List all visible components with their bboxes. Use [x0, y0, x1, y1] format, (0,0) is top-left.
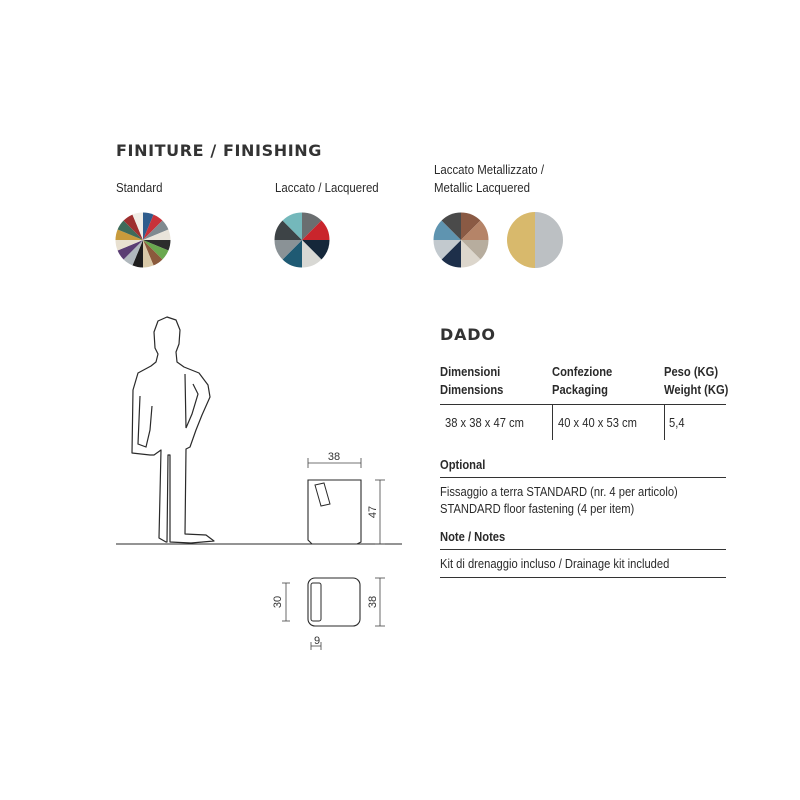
dim-label-depth: 38: [367, 595, 379, 609]
value-packaging: 40 x 40 x 53 cm: [558, 415, 637, 430]
notes-rule: [440, 549, 726, 550]
gold-silver-swatch[interactable]: [507, 212, 563, 268]
table-column-divider: [664, 404, 665, 440]
header-dimensions: [440, 363, 503, 399]
table-rule: [440, 404, 726, 405]
product-title: DADO: [440, 325, 496, 344]
value-weight: 5,4: [669, 415, 685, 430]
table-column-divider: [552, 404, 553, 440]
silver-half: [535, 212, 563, 268]
metallic-color-swatch[interactable]: [433, 212, 489, 268]
value-dimensions: 38 x 38 x 47 cm: [445, 415, 524, 430]
header-weight: [664, 363, 728, 399]
label-line: Laccato / Lacquered: [275, 180, 379, 195]
optional-title: Optional: [440, 457, 486, 472]
header-line: Packaging: [552, 382, 608, 397]
optional-rule: [440, 477, 726, 478]
arm-left-detail: [138, 396, 152, 447]
label-line: Standard: [116, 180, 163, 195]
notes-title: Note / Notes: [440, 529, 506, 544]
swatch-group-label-standard: [116, 179, 162, 197]
lacquered-color-swatch[interactable]: [274, 212, 330, 268]
swatch-group-label-metallic: [434, 161, 544, 197]
optional-line-it: Fissaggio a terra STANDARD (nr. 4 per articolo): [440, 484, 678, 499]
dim-label-inner: 30: [272, 595, 284, 609]
arm-right-detail: [185, 374, 198, 428]
optional-line-en: STANDARD floor fastening (4 per item): [440, 501, 635, 516]
cube-top-view: [308, 578, 360, 626]
notes-bottom-rule: [440, 577, 726, 578]
top-view-slot: [311, 583, 321, 621]
technical-drawing: [110, 310, 410, 660]
label-line: Metallic Lacquered: [434, 180, 531, 195]
dim-label-slot: 9: [313, 635, 321, 647]
human-figure-outline: [132, 317, 214, 543]
header-packaging: [552, 363, 612, 399]
header-line: Weight (KG): [664, 382, 729, 397]
notes-line: Kit di drenaggio incluso / Drainage kit included: [440, 556, 670, 571]
label-line: Laccato Metallizzato /: [434, 162, 545, 177]
standard-color-swatch[interactable]: [115, 212, 171, 268]
header-line: Dimensioni: [440, 364, 501, 379]
header-line: Peso (KG): [664, 364, 719, 379]
swatch-group-label-lacquered: [275, 179, 379, 197]
dim-label-height: 47: [367, 505, 379, 519]
header-line: Confezione: [552, 364, 613, 379]
gold-half: [507, 212, 535, 268]
header-line: Dimensions: [440, 382, 504, 397]
dim-label-width: 38: [327, 451, 341, 463]
cube-handle-slot: [315, 483, 330, 506]
finishing-title: FINITURE / FINISHING: [116, 141, 322, 160]
